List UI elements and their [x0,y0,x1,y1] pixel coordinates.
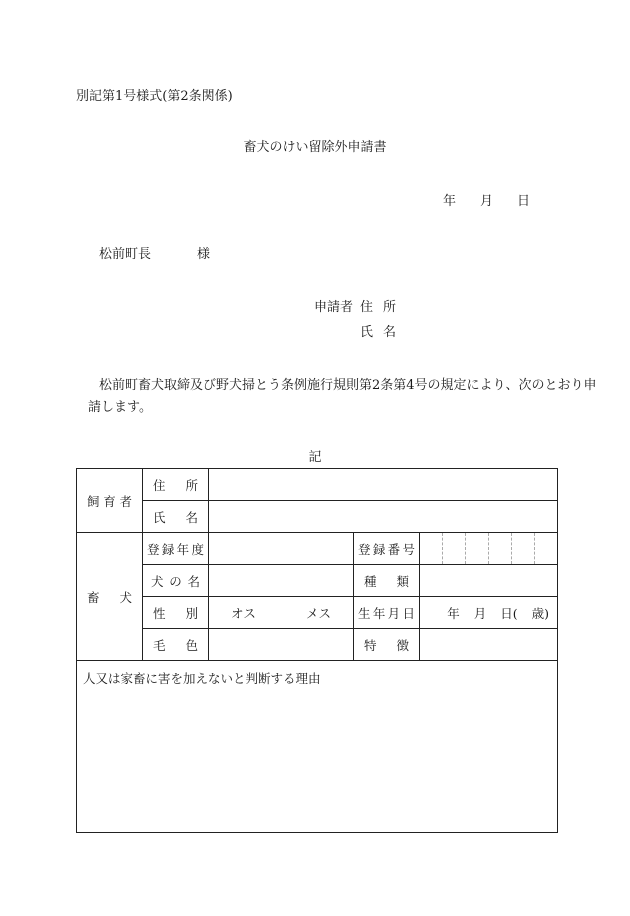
char: 犬 [119,589,132,605]
char: 者 [119,493,132,509]
document-title: 畜犬のけい留除外申請書 [243,140,387,155]
reg-number-label [354,540,419,558]
char: 番 [387,541,401,557]
form-number: 別記第1号様式(第2条関係) [76,89,233,104]
char: 登 [147,541,160,557]
reg-number-box[interactable] [534,533,557,564]
dog-name-field[interactable] [209,565,354,597]
char: 号 [402,541,415,557]
reason-label: 人又は家畜に害を加えないと判断する理由 [83,671,321,686]
char: 飼 [87,493,100,509]
reg-number-box[interactable] [465,533,488,564]
char: 名 [185,509,198,525]
birth-date-label-cell [354,597,420,629]
features-label [354,636,419,654]
char: 氏 [153,509,166,525]
details-table [76,468,558,833]
date-day-label: 日 [517,194,531,209]
char: 度 [191,541,204,557]
sex-field [209,597,354,629]
dog-header-cell [77,533,143,661]
features-label-cell [354,629,420,661]
birth-day-label: 日( [500,605,518,621]
char: 所 [185,477,198,493]
birth-year-label: 年 [447,605,460,621]
reg-year-label [143,540,208,558]
char: 年 [176,541,190,557]
reg-number-box[interactable] [488,533,511,564]
char: 徴 [396,637,409,653]
char: 性 [153,605,166,621]
char: 犬 [151,573,164,589]
char: 種 [364,573,377,589]
sex-options [209,604,353,622]
coat-color-field[interactable] [209,629,354,661]
sex-option-male[interactable]: オス [231,605,256,621]
char: 日 [402,605,415,621]
char: 月 [387,605,401,621]
char: 特 [364,637,377,653]
reg-number-box[interactable] [420,533,442,564]
char: 録 [161,541,175,557]
sex-label [143,604,208,622]
reg-year-field[interactable] [209,533,354,565]
char: 育 [103,493,116,509]
char: 録 [372,541,386,557]
dog-header [77,588,142,606]
body-text-line1: 松前町畜犬取締及び野犬掃とう条例施行規則第2条第4号の規定により、次のとおり申 [99,378,597,393]
owner-name-field[interactable] [209,501,558,533]
char: 生 [358,605,371,621]
reg-number-box[interactable] [511,533,534,564]
applicant-address-label [360,296,396,315]
addressee [99,243,210,262]
char: 住 [153,477,166,493]
body-text-line2: 請します。 [88,400,152,415]
dog-name-label [143,572,208,590]
birth-date-fields [420,604,557,622]
breed-field[interactable] [420,565,558,597]
birth-date-label [354,604,419,622]
age-label: 歳) [531,605,550,621]
char: 登 [358,541,371,557]
char: 年 [372,605,386,621]
sex-label-cell [143,597,209,629]
owner-header [77,492,142,510]
sex-option-female[interactable]: メス [305,605,331,621]
char: の [169,573,182,589]
applicant-label: 申請者 [314,300,354,315]
applicant-name-label [360,321,396,340]
owner-header-cell [77,469,143,533]
char: 氏 [360,325,374,340]
date-year-label: 年 [443,194,457,209]
birth-month-label: 月 [473,605,487,621]
addressee-name: 松前町長 [99,247,152,262]
owner-name-label-cell [143,501,209,533]
char: 名 [187,573,200,589]
char: 毛 [153,637,166,653]
reg-number-box[interactable] [442,533,465,564]
reg-number-field[interactable] [420,533,558,565]
char: 名 [382,325,396,340]
char: 類 [396,573,409,589]
addressee-honorific: 様 [197,247,211,262]
reg-number-boxes [420,533,557,564]
ki-label: 記 [308,450,322,465]
char: 畜 [87,589,100,605]
reg-number-label-cell [354,533,420,565]
birth-date-field[interactable] [420,597,558,629]
coat-color-label [143,636,208,654]
owner-address-field[interactable] [209,469,558,501]
reason-field[interactable] [77,661,558,833]
owner-name-label [143,508,208,526]
char: 住 [360,300,374,315]
reg-year-label-cell [143,533,209,565]
breed-label [354,572,419,590]
date-line [443,190,530,209]
coat-color-label-cell [143,629,209,661]
char: 別 [185,605,198,621]
char: 所 [382,300,396,315]
owner-address-label-cell [143,469,209,501]
date-month-label: 月 [480,194,494,209]
features-field[interactable] [420,629,558,661]
char: 色 [185,637,198,653]
dog-name-label-cell [143,565,209,597]
breed-label-cell [354,565,420,597]
owner-address-label [143,476,208,494]
